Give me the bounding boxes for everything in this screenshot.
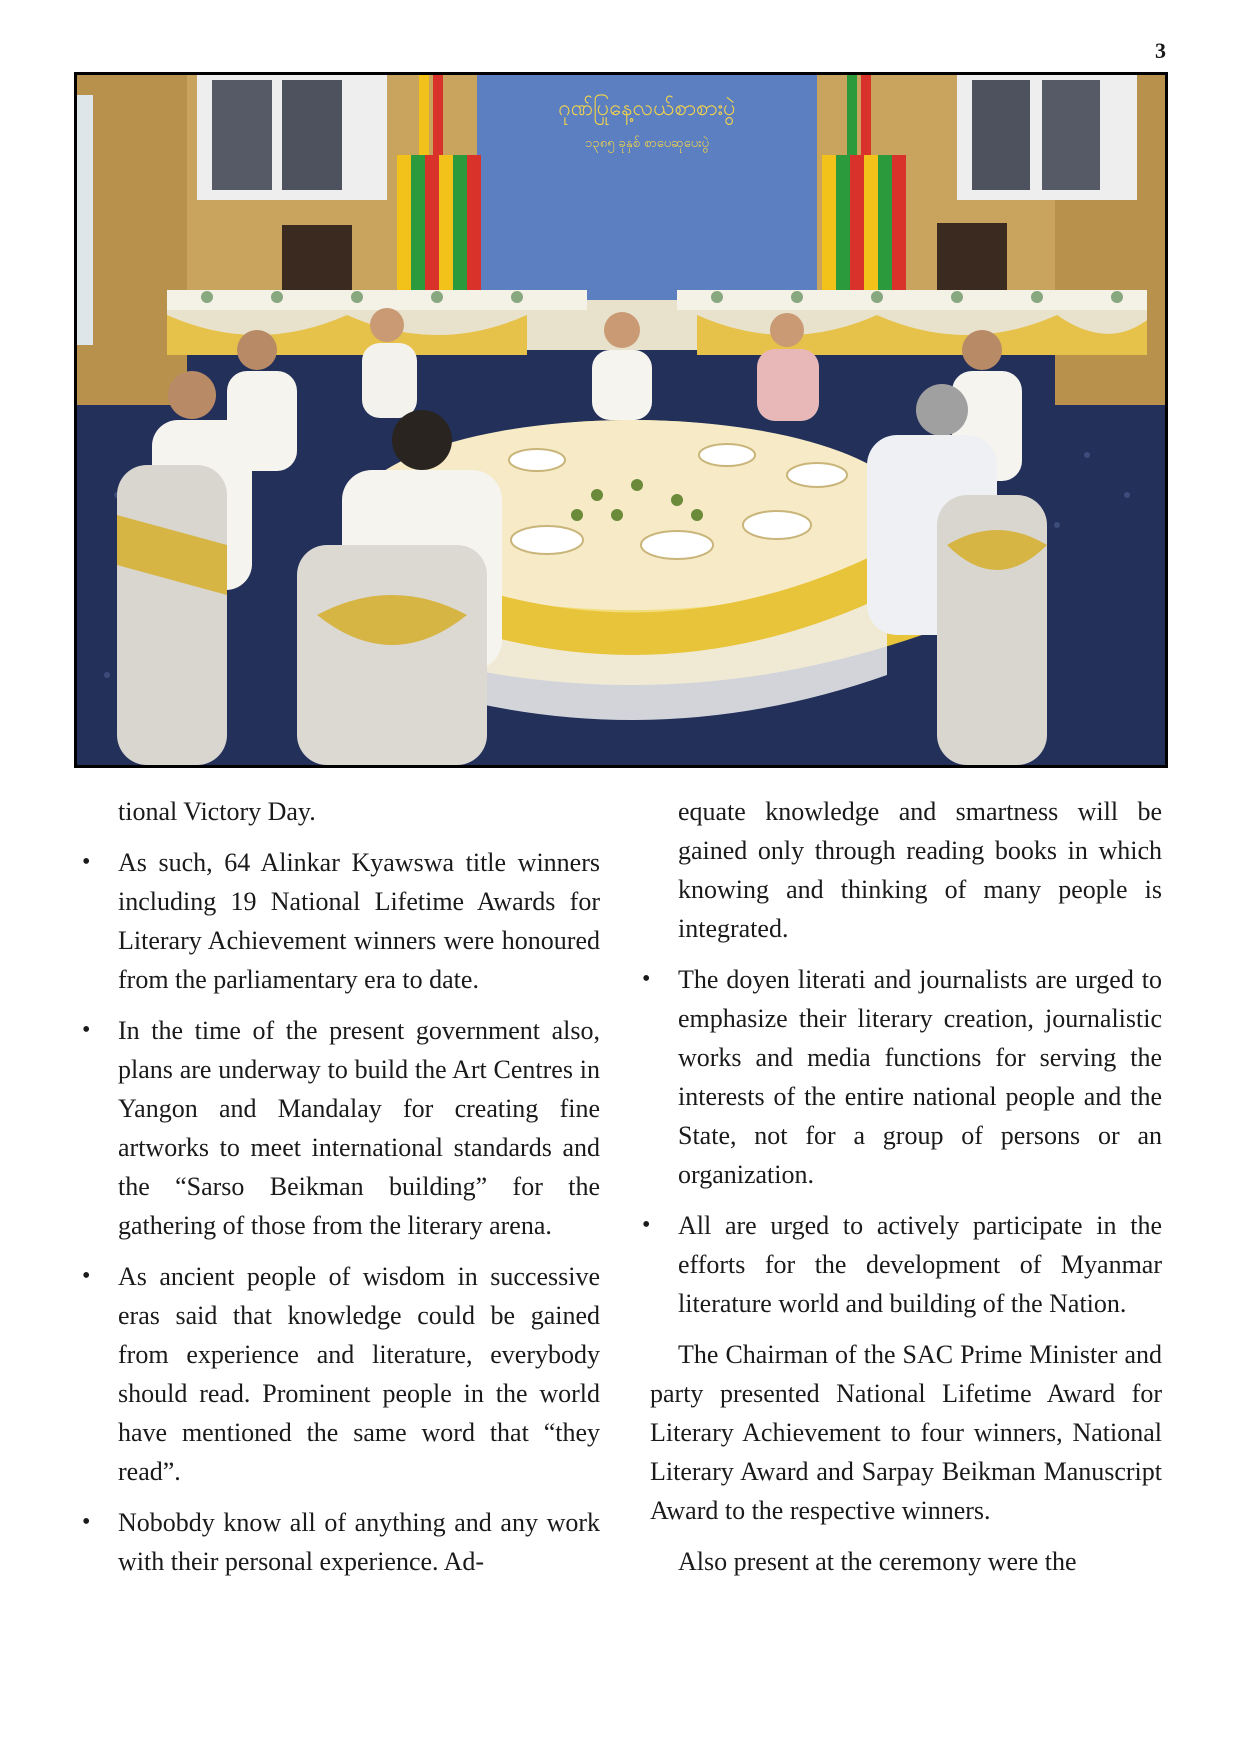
body-paragraph: The Chairman of the SAC Prime Minister and party presented National Lifetime Award for Literary Achievement to four winners, National Literary Award and Sarpay Beikman Manuscript Award to the respective winners.	[650, 1340, 1162, 1525]
right-continuation: equate knowledge and smartness will be gained only through reading books in which knowing and thinking of many people is integrated.	[678, 797, 1162, 943]
right-column	[650, 792, 1162, 1581]
bullet-item: • All are urged to actively participate in the efforts for the development of Myanmar literature world and building of the Nation.	[678, 1206, 1162, 1323]
left-continuation: tional Victory Day.	[118, 797, 316, 826]
page-number: 3	[1155, 38, 1166, 63]
bullet-item: • The doyen literati and journalists are urged to emphasize their literary creation, journalistic works and media functions for serving the interests of the entire national people and the State, not for a group of persons or an organization.	[678, 960, 1162, 1194]
bullet-item: • In the time of the present government also, plans are underway to build the Art Centres in Yangon and Mandalay for creating fine artworks to meet international standards and the “Sarso Beikman building” for the gathering of those from the literary arena.	[118, 1011, 600, 1245]
left-column	[118, 792, 600, 1581]
bullet-item: • As ancient people of wisdom in successive eras said that knowledge could be gained from experience and literature, everybody should read. Prominent people in the world have mentioned the same word that “they read”.	[118, 1257, 600, 1491]
banner-subtitle: ၁၃၈၅ ခုနှစ် စာပေဆုပေးပွဲ	[585, 136, 709, 151]
body-paragraph: Also present at the ceremony were the	[678, 1547, 1077, 1576]
left-bullet-list	[118, 843, 600, 1581]
banner-title: ဂုဏ်ပြုနေ့လယ်စာစားပွဲ	[558, 96, 736, 121]
luncheon-photo	[74, 72, 1168, 768]
bullet-item: • Nobobdy know all of anything and any work with their personal experience. Ad-	[118, 1503, 600, 1581]
bullet-item: • As such, 64 Alinkar Kyawswa title winners including 19 National Lifetime Awards for Literary Achievement winners were honoured from the parliamentary era to date.	[118, 843, 600, 999]
right-bullet-list	[678, 960, 1162, 1323]
